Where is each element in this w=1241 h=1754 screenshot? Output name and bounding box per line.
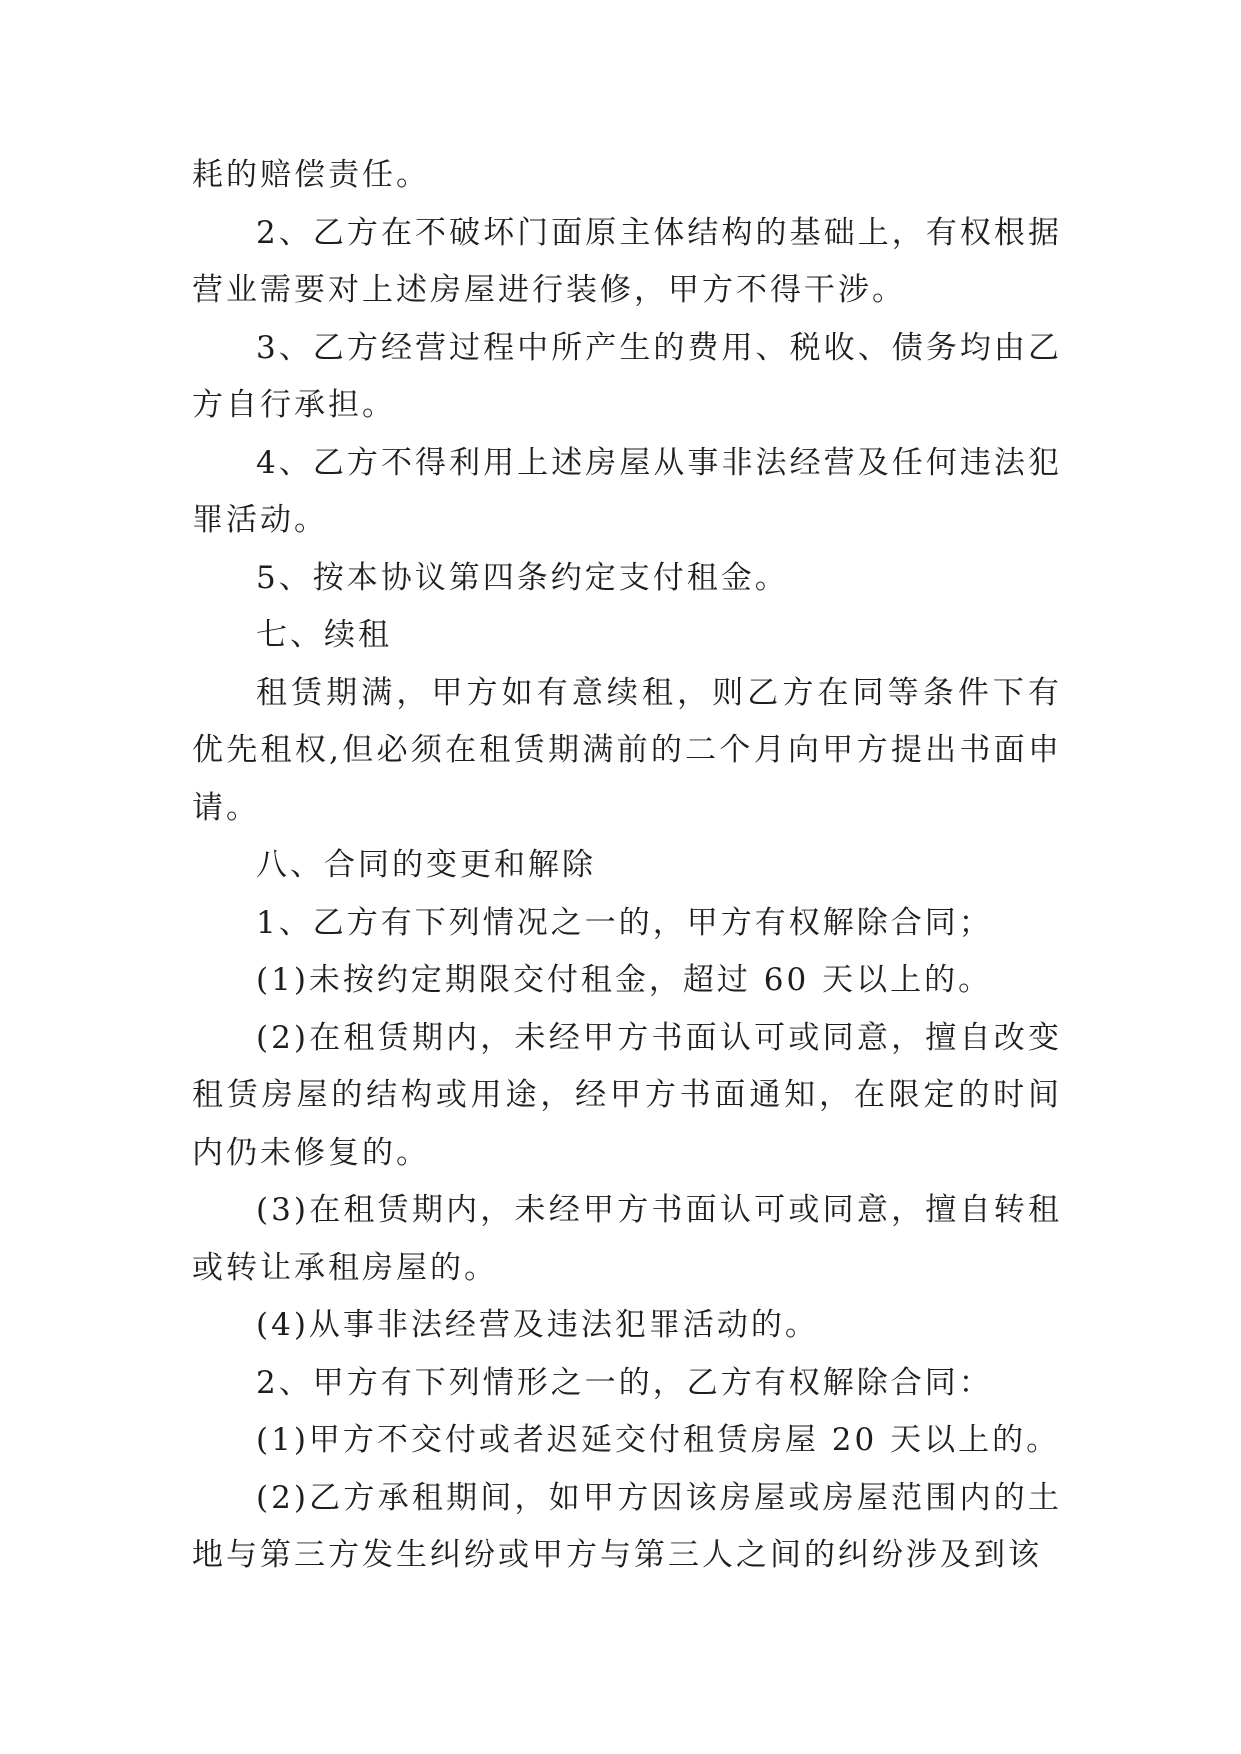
paragraph-lessee-termination-intro: 2、甲方有下列情形之一的，乙方有权解除合同： [256,1364,993,1401]
paragraph-pay-rent: 5、按本协议第四条约定支付租金。 [256,559,789,596]
paragraph-lessor-termination-intro: 1、乙方有下列情况之一的，甲方有权解除合同； [256,904,993,941]
list-item-delayed-delivery: (1)甲方不交付或者迟延交付租赁房屋 20 天以上的。 [256,1422,1061,1458]
paragraph-no-illegal-business: 4、乙方不得利用上述房屋从事非法经营及任何违法犯罪活动。 [192,444,1062,538]
section-heading-change-termination: 八、合同的变更和解除 [256,847,596,883]
paragraph-renovation-right: 2、乙方在不破坏门面原主体结构的基础上，有权根据营业需要对上述房屋进行装修，甲方不得干涉。 [192,214,1062,308]
list-item-third-party-dispute: (2)乙方承租期间，如甲方因该房屋或房屋范围内的土地与第三方发生纠纷或甲方与第三人之间的纠纷涉及到该 [192,1479,1062,1573]
list-item-unauthorized-alteration: (2)在租赁期内，未经甲方书面认可或同意，擅自改变租赁房屋的结构或用途，经甲方书面通知，在限定的时间内仍未修复的。 [192,1019,1062,1171]
list-item-overdue-rent: (1)未按约定期限交付租金，超过 60 天以上的。 [256,962,993,998]
list-item-illegal-activity: (4)从事非法经营及违法犯罪活动的。 [256,1307,819,1343]
paragraph-expenses-borne: 3、乙方经营过程中所产生的费用、税收、债务均由乙方自行承担。 [192,329,1062,423]
paragraph-renewal-priority: 租赁期满，甲方如有意续租，则乙方在同等条件下有优先租权,但必须在租赁期满前的二个月向甲方提出书面申请。 [192,674,1062,826]
section-heading-renewal: 七、续租 [256,617,392,653]
paragraph-damage-liability-end: 耗的赔偿责任。 [192,157,430,193]
contract-body [192,147,1062,1585]
list-item-unauthorized-sublet: (3)在租赁期内，未经甲方书面认可或同意，擅自转租或转让承租房屋的。 [192,1192,1062,1286]
